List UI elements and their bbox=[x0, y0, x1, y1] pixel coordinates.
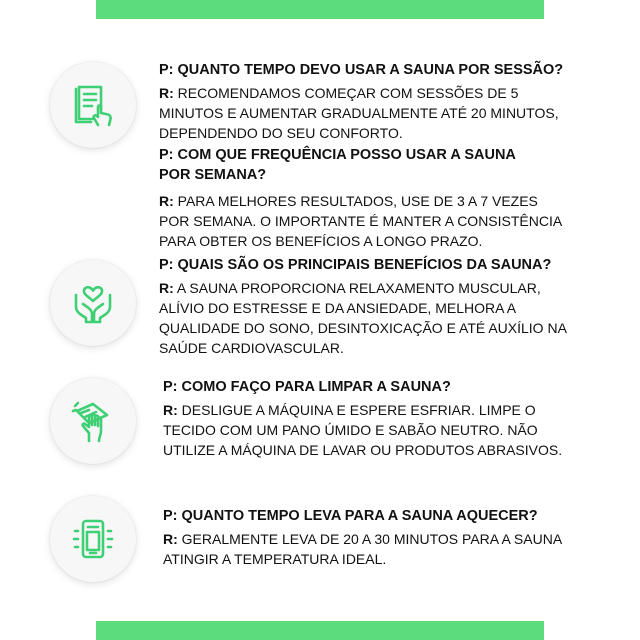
bottom-accent-bar bbox=[96, 621, 544, 640]
faq-answer bbox=[159, 83, 569, 143]
faq-answer bbox=[159, 191, 569, 251]
faq-question: P: COMO FAÇO PARA LIMPAR A SAUNA? bbox=[163, 379, 451, 395]
cleaning-hand-cloth-icon bbox=[67, 395, 119, 447]
answer-text: GERALMENTE LEVA DE 20 A 30 MINUTOS PARA A SAUNA ATINGIR A TEMPERATURA IDEAL. bbox=[163, 531, 562, 567]
answer-label: R: bbox=[163, 402, 178, 418]
faq-answer bbox=[163, 529, 563, 569]
answer-text: PARA MELHORES RESULTADOS, USE DE 3 A 7 VEZES POR SEMANA. O IMPORTANTE É MANTER A CONSISTÊNCIA PARA OBTER OS BENEFÍCIOS A LONGO PRAZO. bbox=[159, 193, 562, 249]
care-hands-heart-icon bbox=[67, 277, 119, 329]
faq-item-session-time bbox=[159, 60, 569, 143]
faq-item-heating-time bbox=[163, 506, 563, 569]
cleaning-hand-cloth-icon-badge bbox=[50, 378, 136, 464]
heating-device-icon-badge bbox=[50, 496, 136, 582]
answer-label: R: bbox=[163, 531, 178, 547]
care-hands-heart-icon-badge bbox=[50, 260, 136, 346]
faq-question: P: QUANTO TEMPO LEVA PARA A SAUNA AQUECER? bbox=[163, 508, 538, 524]
faq-item-benefits bbox=[159, 255, 569, 358]
top-accent-bar bbox=[96, 0, 544, 19]
faq-answer bbox=[159, 278, 569, 358]
faq-question: P: QUANTO TEMPO DEVO USAR A SAUNA POR SESSÃO? bbox=[159, 62, 564, 78]
faq-item-cleaning bbox=[163, 377, 573, 460]
manual-touch-icon-badge bbox=[50, 62, 136, 148]
faq-question: P: COM QUE FREQUÊNCIA POSSO USAR A SAUNA POR SEMANA? bbox=[159, 147, 516, 183]
heating-device-icon bbox=[67, 513, 119, 565]
faq-answer bbox=[163, 400, 573, 460]
answer-text: DESLIGUE A MÁQUINA E ESPERE ESFRIAR. LIMPE O TECIDO COM UM PANO ÚMIDO E SABÃO NEUTRO. NÃO UTILIZE A MÁQUINA DE LAVAR OU PRODUTOS ABRASIVOS. bbox=[163, 402, 563, 458]
faq-item-frequency bbox=[159, 145, 562, 251]
answer-label: R: bbox=[159, 193, 174, 209]
manual-touch-icon bbox=[67, 79, 119, 131]
faq-question: P: QUAIS SÃO OS PRINCIPAIS BENEFÍCIOS DA SAUNA? bbox=[159, 257, 552, 273]
answer-text: RECOMENDAMOS COMEÇAR COM SESSÕES DE 5 MINUTOS E AUMENTAR GRADUALMENTE ATÉ 20 MINUTOS, DEPENDENDO DO SEU CONFORTO. bbox=[159, 85, 559, 141]
answer-text: A SAUNA PROPORCIONA RELAXAMENTO MUSCULAR, ALÍVIO DO ESTRESSE E DA ANSIEDADE, MELHORA A QUALIDADE DO SONO, DESINTOXICAÇÃO E ATÉ AUXÍLIO NA SAÚDE CARDIOVASCULAR. bbox=[159, 280, 567, 356]
answer-label: R: bbox=[159, 280, 174, 296]
answer-label: R: bbox=[159, 85, 174, 101]
